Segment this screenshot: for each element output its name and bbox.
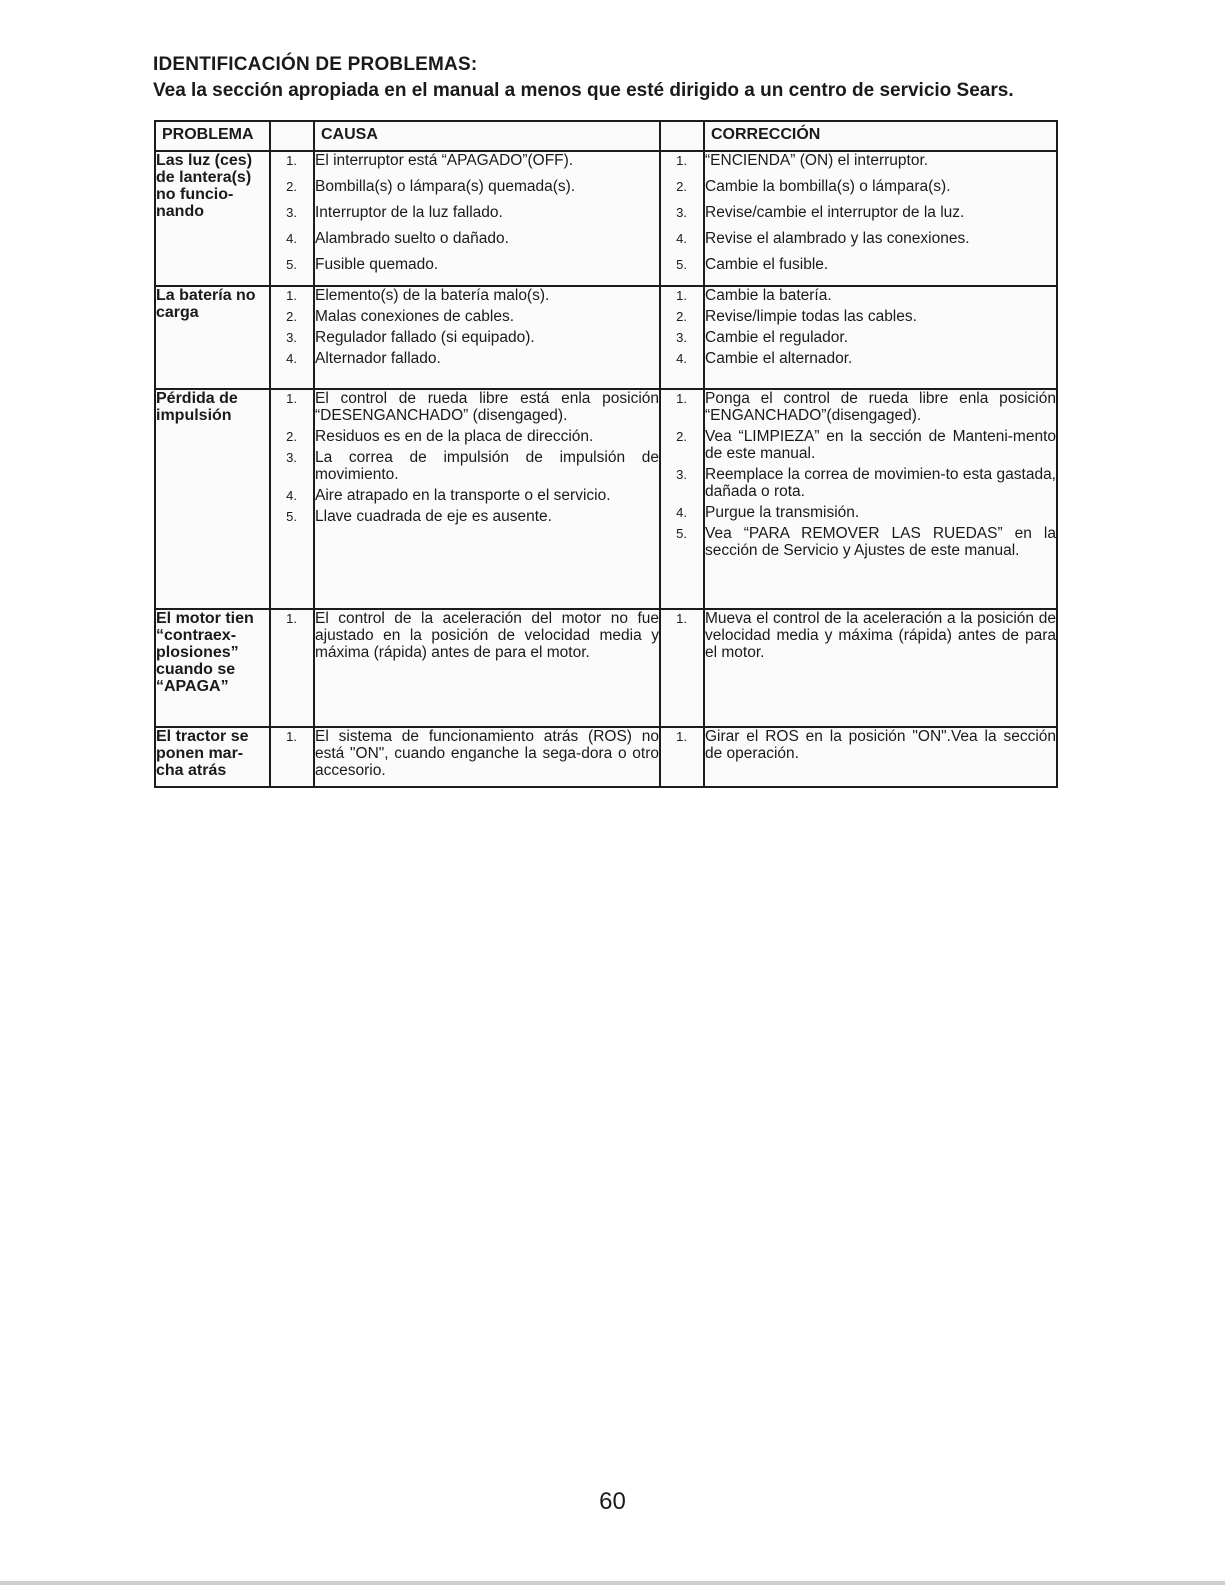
cause-item-number: 1.: [286, 729, 297, 744]
cause-item: Alternador fallado.: [315, 350, 441, 367]
cause-item-number: 3.: [286, 205, 297, 220]
cause-item-number: 2.: [286, 429, 297, 444]
cause-number-cell: [270, 609, 314, 727]
correction-cell: [704, 151, 1057, 286]
page-number: 60: [599, 1488, 626, 1515]
cause-cell: [314, 286, 660, 389]
cause-item: Malas conexiones de cables.: [315, 308, 515, 325]
correction-item: “ENCIENDA” (ON) el interruptor.: [705, 152, 929, 169]
cause-item: Alambrado suelto o dañado.: [315, 230, 509, 247]
header-cause: CAUSA: [314, 121, 660, 151]
problem-cell: El tractor se ponen mar-cha atrás: [155, 727, 270, 787]
problem-cell: Las luz (ces) de lantera(s) no funcio-nando: [155, 151, 270, 286]
correction-item-number: 1.: [676, 288, 687, 303]
cause-item: Aire atrapado en la transporte o el servicio.: [315, 487, 611, 504]
cause-item: El control de la aceleración del motor no fue ajustado en la posición de velocidad media y máxima (rápida) antes de para el motor.: [315, 610, 659, 661]
cause-item: Residuos es en de la placa de dirección.: [315, 428, 594, 445]
correction-item: Purgue la transmisión.: [705, 504, 860, 521]
correction-number-cell: [660, 286, 704, 389]
correction-number-cell: [660, 727, 704, 787]
correction-item: Vea “PARA REMOVER LAS RUEDAS” en la sección de Servicio y Ajustes de este manual.: [705, 525, 1056, 559]
table-row: [155, 286, 1057, 389]
cause-item-number: 1.: [286, 391, 297, 406]
cause-item-number: 5.: [286, 257, 297, 272]
cause-cell: [314, 389, 660, 609]
correction-item: Girar el ROS en la posición "ON".Vea la sección de operación.: [705, 728, 1056, 762]
cause-item: El sistema de funcionamiento atrás (ROS) no está "ON", cuando enganche la sega-dora o otro accesorio.: [315, 728, 659, 779]
correction-item-number: 1.: [676, 729, 687, 744]
header-correction-num: [660, 121, 704, 151]
cause-item: El control de rueda libre está enla posición “DESENGANCHADO” (disengaged).: [315, 390, 659, 424]
correction-item: Mueva el control de la aceleración a la posición de velocidad media y máxima (rápida) antes de para el motor.: [705, 610, 1056, 661]
cause-item: Interruptor de la luz fallado.: [315, 204, 503, 221]
cause-item-number: 2.: [286, 309, 297, 324]
cause-item-number: 5.: [286, 509, 297, 524]
correction-item-number: 4.: [676, 351, 687, 366]
correction-cell: [704, 389, 1057, 609]
cause-item-number: 1.: [286, 288, 297, 303]
table-row: [155, 727, 1057, 787]
table-header-row: [155, 121, 1057, 151]
correction-item-number: 5.: [676, 526, 687, 541]
header-problem: PROBLEMA: [155, 121, 270, 151]
problem-cell: El motor tien “contraex-plosiones” cuando se “APAGA”: [155, 609, 270, 727]
correction-number-cell: [660, 389, 704, 609]
correction-item-number: 2.: [676, 429, 687, 444]
cause-item-number: 3.: [286, 330, 297, 345]
correction-item-number: 2.: [676, 309, 687, 324]
correction-cell: [704, 286, 1057, 389]
cause-item: La correa de impulsión de impulsión de movimiento.: [315, 449, 659, 483]
page-subtitle: Vea la sección apropiada en el manual a menos que esté dirigido a un centro de servicio Sears.: [153, 80, 1014, 101]
cause-item-number: 1.: [286, 611, 297, 626]
troubleshooting-table: [154, 120, 1058, 788]
correction-item-number: 1.: [676, 153, 687, 168]
correction-item: Cambie el fusible.: [705, 256, 829, 273]
correction-item: Revise el alambrado y las conexiones.: [705, 230, 970, 247]
cause-item-number: 1.: [286, 153, 297, 168]
correction-item: Vea “LIMPIEZA” en la sección de Manteni-mento de este manual.: [705, 428, 1056, 462]
header-cause-num: [270, 121, 314, 151]
table-row: [155, 609, 1057, 727]
cause-cell: [314, 609, 660, 727]
correction-item-number: 2.: [676, 179, 687, 194]
cause-number-cell: [270, 389, 314, 609]
correction-number-cell: [660, 609, 704, 727]
cause-item-number: 3.: [286, 450, 297, 465]
cause-item: Llave cuadrada de eje es ausente.: [315, 508, 552, 525]
cause-cell: [314, 151, 660, 286]
header-correction: CORRECCIÓN: [704, 121, 1057, 151]
cause-number-cell: [270, 727, 314, 787]
cause-item: Bombilla(s) o lámpara(s) quemada(s).: [315, 178, 576, 195]
table-row: [155, 151, 1057, 286]
cause-item-number: 2.: [286, 179, 297, 194]
correction-item-number: 5.: [676, 257, 687, 272]
correction-item-number: 4.: [676, 505, 687, 520]
correction-cell: [704, 609, 1057, 727]
correction-item: Revise/limpie todas las cables.: [705, 308, 917, 325]
cause-item: Elemento(s) de la batería malo(s).: [315, 287, 550, 304]
correction-item: Cambie el alternador.: [705, 350, 853, 367]
cause-item-number: 4.: [286, 488, 297, 503]
cause-item: Fusible quemado.: [315, 256, 439, 273]
cause-number-cell: [270, 151, 314, 286]
problem-cell: Pérdida de impulsión: [155, 389, 270, 609]
correction-item-number: 1.: [676, 391, 687, 406]
correction-item: Ponga el control de rueda libre enla posición “ENGANCHADO”(disengaged).: [705, 390, 1056, 424]
correction-item-number: 1.: [676, 611, 687, 626]
bottom-rule: [0, 1581, 1225, 1585]
cause-item-number: 4.: [286, 231, 297, 246]
cause-item-number: 4.: [286, 351, 297, 366]
problem-cell: La batería no carga: [155, 286, 270, 389]
correction-item-number: 3.: [676, 467, 687, 482]
table-row: [155, 389, 1057, 609]
page-title: IDENTIFICACIÓN DE PROBLEMAS:: [153, 54, 478, 75]
correction-cell: [704, 727, 1057, 787]
correction-item-number: 3.: [676, 330, 687, 345]
cause-cell: [314, 727, 660, 787]
correction-item-number: 3.: [676, 205, 687, 220]
correction-item: Reemplace la correa de movimien-to esta gastada, dañada o rota.: [705, 466, 1056, 500]
correction-item: Cambie la bombilla(s) o lámpara(s).: [705, 178, 951, 195]
correction-number-cell: [660, 151, 704, 286]
correction-item: Cambie el regulador.: [705, 329, 849, 346]
correction-item-number: 4.: [676, 231, 687, 246]
correction-item: Cambie la batería.: [705, 287, 832, 304]
cause-number-cell: [270, 286, 314, 389]
cause-item: El interruptor está “APAGADO”(OFF).: [315, 152, 574, 169]
correction-item: Revise/cambie el interruptor de la luz.: [705, 204, 965, 221]
cause-item: Regulador fallado (si equipado).: [315, 329, 535, 346]
